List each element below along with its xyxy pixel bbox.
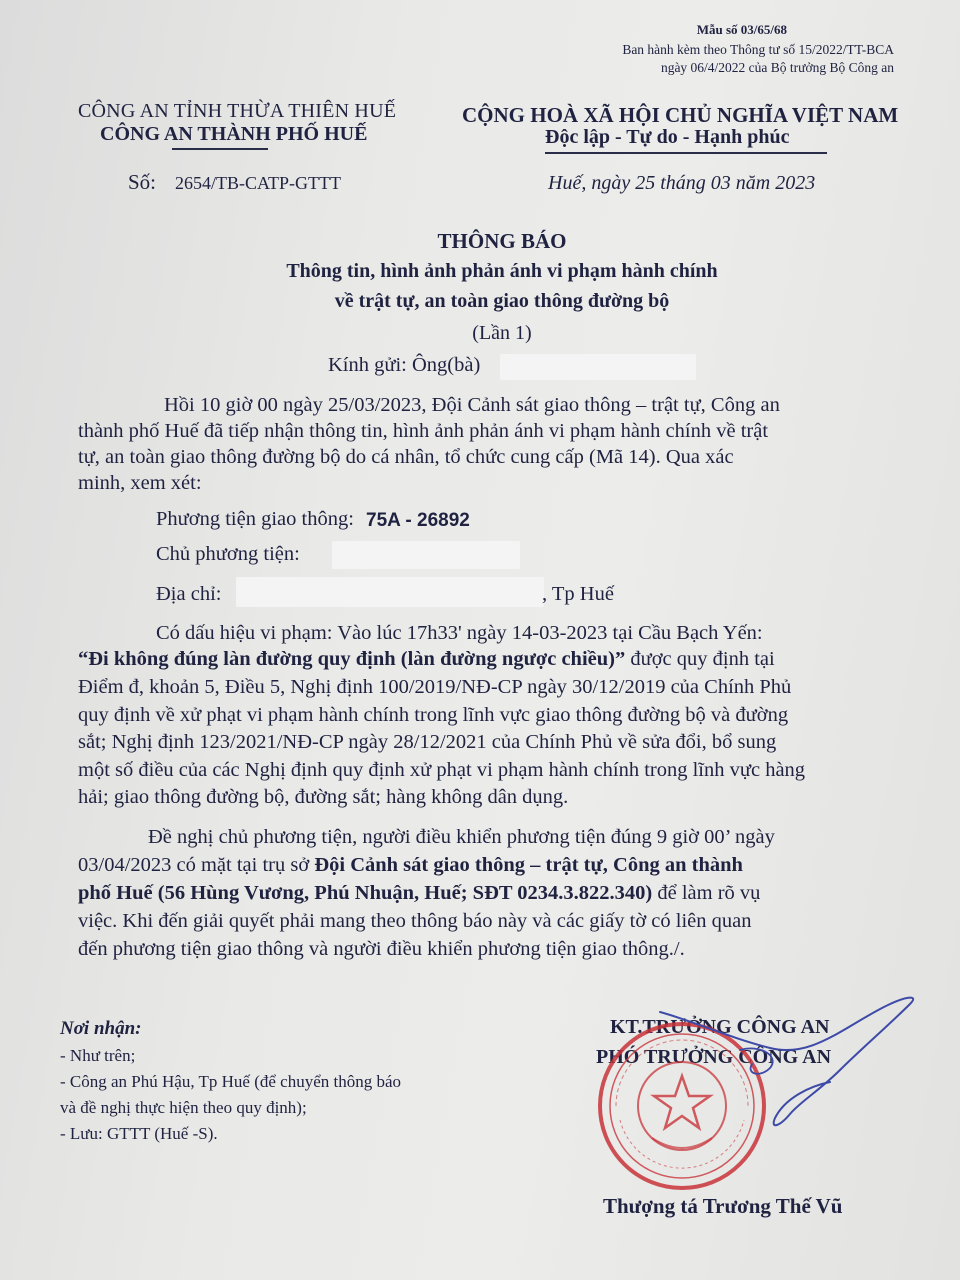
request-line5: đến phương tiện giao thông và người điều khiển phương tiện giao thông./. [78,938,685,960]
org-underline [172,148,268,150]
address-label: Địa chỉ: [156,583,222,605]
redacted-address [236,577,544,607]
request-line1: Đề nghị chủ phương tiện, người điều khiển phương tiện đúng 9 giờ 00’ ngày [148,826,775,848]
recipient-2b: và đề nghị thực hiện theo quy định); [60,1098,307,1117]
recipient-2a: - Công an Phú Hậu, Tp Huế (để chuyển thông báo [60,1072,402,1091]
address-city: , Tp Huế [542,583,614,605]
document-date: Huế, ngày 25 tháng 03 năm 2023 [548,172,816,194]
issued-with-line1: Ban hành kèm theo Thông tư số 15/2022/TT-BCA [622,42,894,57]
request-line3 [78,882,760,905]
owner-label: Chủ phương tiện: [156,543,300,565]
document-number: 2654/TB-CATP-GTTT [175,173,341,193]
para1-line3: tự, an toàn giao thông đường bộ do cá nhân, tổ chức cung cấp (Mã 14). Qua xác [78,446,734,468]
violation-line2 [78,648,775,671]
para1-line4: minh, xem xét: [78,472,202,494]
document-title: THÔNG BÁO [437,229,567,253]
handwritten-signature-icon [620,990,940,1140]
request-line2-start: 03/04/2023 có mặt tại trụ sở [78,854,315,876]
para1-line1: Hồi 10 giờ 00 ngày 25/03/2023, Đội Cảnh sát giao thông – trật tự, Công an [164,394,780,416]
redacted-addressee [500,354,696,380]
signer-title-2: PHÓ TRƯỞNG CÔNG AN [596,1046,832,1068]
recipient-1: - Như trên; [60,1046,136,1065]
issued-with-line2: ngày 06/4/2022 của Bộ trưởng Bộ Công an [660,60,894,75]
violation-line1: Có dấu hiệu vi phạm: Vào lúc 17h33' ngày 14-03-2023 tại Cầu Bạch Yến: [156,622,763,644]
number-label: Số: [128,170,157,194]
request-line4: việc. Khi đến giải quyết phải mang theo thông báo này và các giấy tờ có liên quan [78,910,752,932]
request-office-address: phố Huế (56 Hùng Vương, Phú Nhuận, Huế; SĐT 0234.3.822.340) [78,882,653,904]
document-subtitle-2: về trật tự, an toàn giao thông đường bộ [334,290,670,312]
para1-line2: thành phố Huế đã tiếp nhận thông tin, hình ảnh phản ánh vi phạm hành chính về trật [78,420,769,442]
national-title: CỘNG HOÀ XÃ HỘI CHỦ NGHĨA VIỆT NAM [462,103,899,127]
violation-line6: một số điều của các Nghị định quy định xử phạt vi phạm hành chính trong lĩnh vực hàng [78,759,806,781]
recipients-label: Nơi nhận: [60,1018,142,1039]
document-subtitle-1: Thông tin, hình ảnh phản ánh vi phạm hành chính [286,260,718,282]
violation-line2-rest: được quy định tại [625,648,775,670]
form-number: Mẫu số 03/65/68 [696,22,787,37]
motto-underline [545,152,827,154]
request-office: Đội Cảnh sát giao thông – trật tự, Công an thành [314,854,743,876]
parent-organization: CÔNG AN TỈNH THỪA THIÊN HUẾ [78,100,397,122]
recipient-3: - Lưu: GTTT (Huế -S). [60,1124,218,1143]
violation-line7: hải; giao thông đường bộ, đường sắt; hàng không dân dụng. [78,786,569,808]
national-motto: Độc lập - Tự do - Hạnh phúc [545,126,790,148]
vehicle-plate: 75A - 26892 [366,510,470,531]
redacted-owner [332,541,520,569]
request-line3-rest: để làm rõ vụ [652,882,761,904]
violation-line4: quy định về xử phạt vi phạm hành chính trong lĩnh vực giao thông đường bộ và đường [78,704,789,726]
addressee-label: Kính gửi: Ông(bà) [328,354,481,376]
signer-name: Thượng tá Trương Thế Vũ [603,1194,843,1218]
violation-line3: Điểm đ, khoản 5, Điều 5, Nghị định 100/2019/NĐ-CP ngày 30/12/2019 của Chính Phủ [78,676,792,698]
request-line2 [78,854,743,877]
notice-round: (Lần 1) [472,322,532,344]
violation-name: “Đi không đúng làn đường quy định (làn đường ngược chiều)” [78,648,626,670]
vehicle-label: Phương tiện giao thông: [156,508,354,530]
issuing-organization: CÔNG AN THÀNH PHỐ HUẾ [100,123,368,145]
violation-line5: sắt; Nghị định 123/2021/NĐ-CP ngày 28/12/2021 của Chính Phủ về sửa đổi, bổ sung [78,731,777,753]
signer-title-1: KT.TRƯỞNG CÔNG AN [610,1016,830,1038]
